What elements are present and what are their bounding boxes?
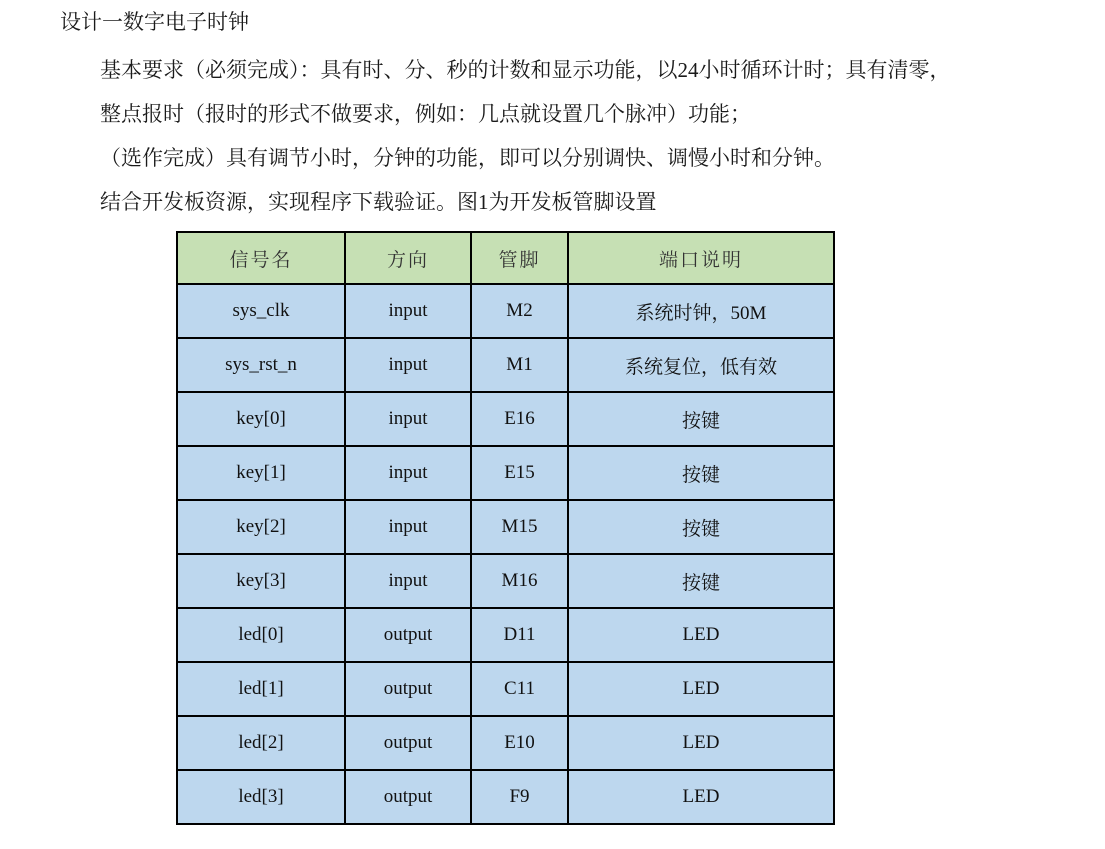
cell-pin: D11 [471,608,568,662]
cell-signal: key[3] [177,554,345,608]
table-row [177,716,834,770]
cell-pin: M2 [471,284,568,338]
cell-description: LED [568,716,834,770]
cell-description: 按键 [568,500,834,554]
pin-assignment-table [176,231,835,825]
cell-signal: sys_clk [177,284,345,338]
cell-signal: led[0] [177,608,345,662]
header-port-description: 端口说明 [568,232,834,284]
header-signal-name: 信号名 [177,232,345,284]
cell-direction: output [345,608,471,662]
paragraph-board-verification: 结合开发板资源，实现程序下载验证。图1为开发板管脚设置 [100,190,657,214]
cell-pin: C11 [471,662,568,716]
cell-direction: output [345,662,471,716]
cell-description: 按键 [568,446,834,500]
cell-direction: input [345,338,471,392]
table-row [177,770,834,824]
cell-description: 系统时钟，50M [568,284,834,338]
cell-description: 按键 [568,554,834,608]
cell-direction: output [345,770,471,824]
cell-description: LED [568,662,834,716]
cell-signal: key[1] [177,446,345,500]
cell-signal: key[2] [177,500,345,554]
cell-pin: M1 [471,338,568,392]
table-row [177,338,834,392]
document-title: 设计一数字电子时钟 [60,10,249,34]
table-header-row [177,232,834,284]
cell-signal: led[1] [177,662,345,716]
paragraph-hourly-chime: 整点报时（报时的形式不做要求，例如：几点就设置几个脉冲）功能； [100,102,751,126]
cell-pin: M16 [471,554,568,608]
cell-pin: M15 [471,500,568,554]
cell-direction: output [345,716,471,770]
table-row [177,500,834,554]
paragraph-optional-feature: （选作完成）具有调节小时，分钟的功能，即可以分别调快、调慢小时和分钟。 [100,146,835,170]
cell-direction: input [345,284,471,338]
cell-signal: sys_rst_n [177,338,345,392]
header-direction: 方向 [345,232,471,284]
table-row [177,554,834,608]
table-row [177,392,834,446]
cell-direction: input [345,554,471,608]
cell-description: 按键 [568,392,834,446]
cell-description: 系统复位，低有效 [568,338,834,392]
cell-pin: F9 [471,770,568,824]
table-row [177,662,834,716]
cell-description: LED [568,770,834,824]
header-pin: 管脚 [471,232,568,284]
cell-pin: E16 [471,392,568,446]
cell-signal: key[0] [177,392,345,446]
table-row [177,446,834,500]
cell-description: LED [568,608,834,662]
cell-direction: input [345,446,471,500]
table-row [177,608,834,662]
table-row [177,284,834,338]
cell-pin: E15 [471,446,568,500]
paragraph-basic-requirements: 基本要求（必须完成）：具有时、分、秒的计数和显示功能，以24小时循环计时；具有清零， [100,58,951,82]
cell-signal: led[3] [177,770,345,824]
cell-pin: E10 [471,716,568,770]
cell-direction: input [345,500,471,554]
cell-signal: led[2] [177,716,345,770]
cell-direction: input [345,392,471,446]
